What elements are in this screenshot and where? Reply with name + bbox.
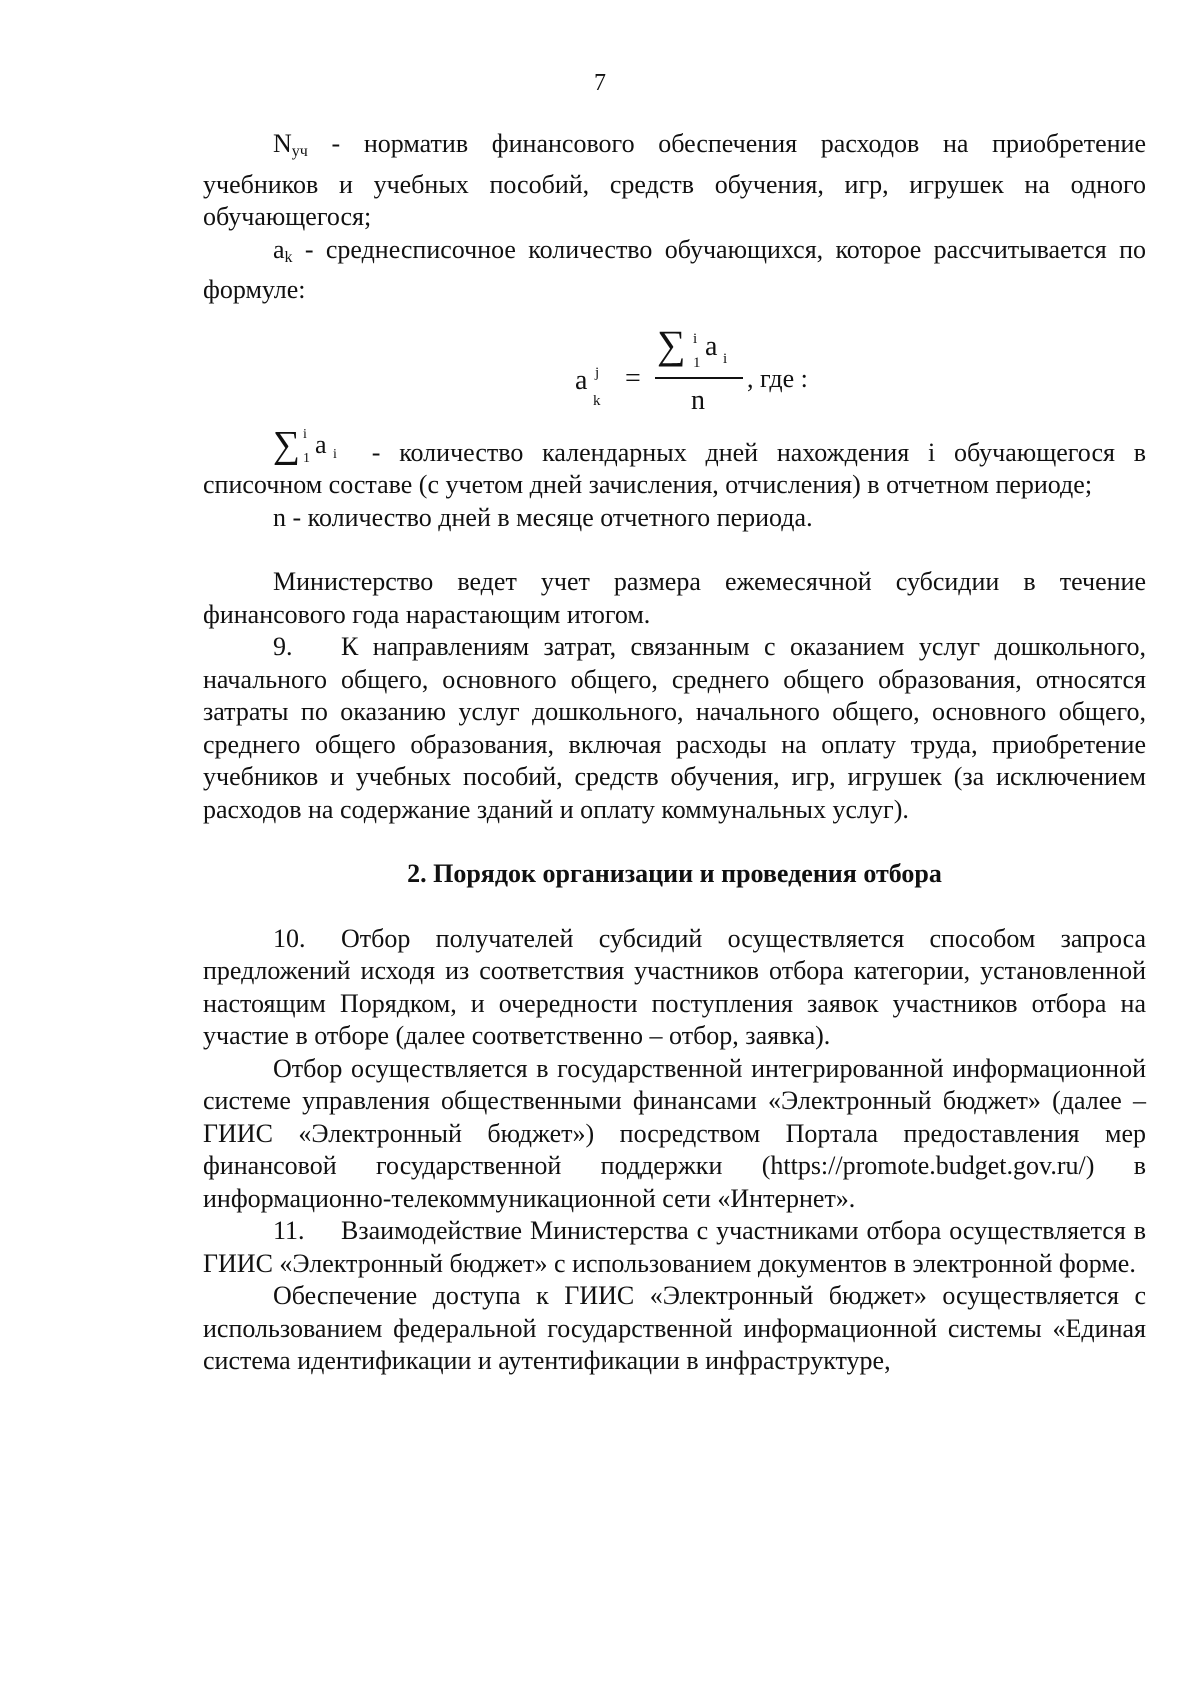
definition-n: n - количество дней в месяце отчетного периода. (273, 502, 813, 532)
paragraph-11 (203, 1215, 1146, 1280)
paragraph-ministry-accounting: Министерство ведет учет размера ежемесячной субсидии в течение финансового года нарастающим итогом. (203, 567, 1146, 629)
inline-sigma-expression (273, 423, 353, 466)
sigma-def-text: - количество календарных дней нахождения i обучающегося в списочном составе (с учетом дней зачисления, отчисления) в отчетном периоде; (203, 437, 1146, 499)
spacer (203, 534, 1146, 566)
average-count-formula (575, 321, 875, 435)
definition-sigma (203, 423, 1146, 502)
formula-lhs: a j k (575, 365, 587, 398)
sigma-lower-limit: 1 (303, 450, 310, 466)
sigma-variable-subscript: i (333, 446, 337, 462)
sigma-upper-limit: i (303, 426, 307, 442)
section-heading: 2. Порядок организации и проведения отбора (407, 859, 942, 888)
sigma-icon: ∑ (273, 423, 301, 466)
ak-text: - среднесписочное количество обучающихся, которое рассчитывается по формуле: (203, 234, 1146, 304)
paragraph-10-number: 10. (273, 923, 306, 953)
formula-tail: , где : (747, 363, 808, 393)
formula-lhs-subscript: k (593, 392, 601, 409)
definition-n-uch (203, 128, 1146, 234)
formula-denominator: n (691, 384, 705, 416)
sigma-lower-limit: 1 (693, 354, 701, 371)
definition-ak (203, 234, 1146, 307)
formula-lhs-superscript: j (595, 364, 600, 381)
formula-block (203, 307, 1146, 435)
formula-equals: = (625, 362, 641, 394)
fraction-bar (655, 377, 743, 379)
numerator-subscript: i (723, 350, 728, 367)
paragraph-10-text: Отбор получателей субсидий осуществляется способом запроса предложений исходя из соответствия участников отбора категории, установленной настоящим Порядком, и очередности поступления заявок участников отбора на участие в отборе (далее соответственно – отбор, заявка). (203, 923, 1146, 1050)
page-number: 7 (594, 70, 606, 96)
n-uch-subscript: уч (291, 143, 308, 160)
spacer (203, 891, 1146, 923)
paragraph-9-text: К направлениям затрат, связанным с оказанием услуг дошкольного, начального общего, основного общего, среднего общего образования, относятся затраты по оказанию услуг дошкольного, начального общего, основного общего, среднего общего образования, включая расходы на оплату труда, приобретение учебников и учебных пособий, средств обучения, игр, игрушек (за исключением расходов на содержание зданий и оплату коммунальных услуг). (203, 632, 1146, 824)
n-uch-symbol: N (273, 129, 292, 158)
paragraph-10 (203, 923, 1146, 1053)
paragraph-9 (203, 631, 1146, 826)
sigma-icon: ∑ (657, 321, 686, 367)
paragraph-10-continued: Отбор осуществляется в государственной интегрированной информационной системе управления общественными финансами «Электронный бюджет» (далее – ГИИС «Электронный бюджет») посредством Портала предоставления мер финансовой государственной поддержки (https://promote.budget.gov.ru/) в информационно-телекоммуникационной сети «Интернет». (203, 1053, 1146, 1213)
n-uch-text: - норматив финансового обеспечения расходов на приобретение учебников и учебных пособий, средств обучения, игр, игрушек на одного обучающегося; (203, 129, 1146, 231)
paragraph-11-continued: Обеспечение доступа к ГИИС «Электронный бюджет» осуществляется с использованием федеральной государственной информационной системы «Единая система идентификации и аутентификации в инфраструктуре, (203, 1281, 1146, 1375)
paragraph-9-number: 9. (273, 632, 293, 661)
numerator-variable: a (705, 330, 718, 362)
paragraph-11-text: Взаимодействие Министерства с участниками отбора осуществляется в ГИИС «Электронный бюджет» с использованием документов в электронной форме. (203, 1216, 1146, 1278)
document-body (203, 128, 1146, 1378)
ak-subscript: k (284, 248, 293, 266)
formula-numerator (657, 321, 728, 371)
sigma-variable: a (315, 429, 327, 459)
sigma-upper-limit: i (693, 330, 698, 347)
ak-symbol: a (273, 234, 285, 264)
spacer (203, 826, 1146, 858)
paragraph-11-number: 11. (273, 1216, 305, 1245)
